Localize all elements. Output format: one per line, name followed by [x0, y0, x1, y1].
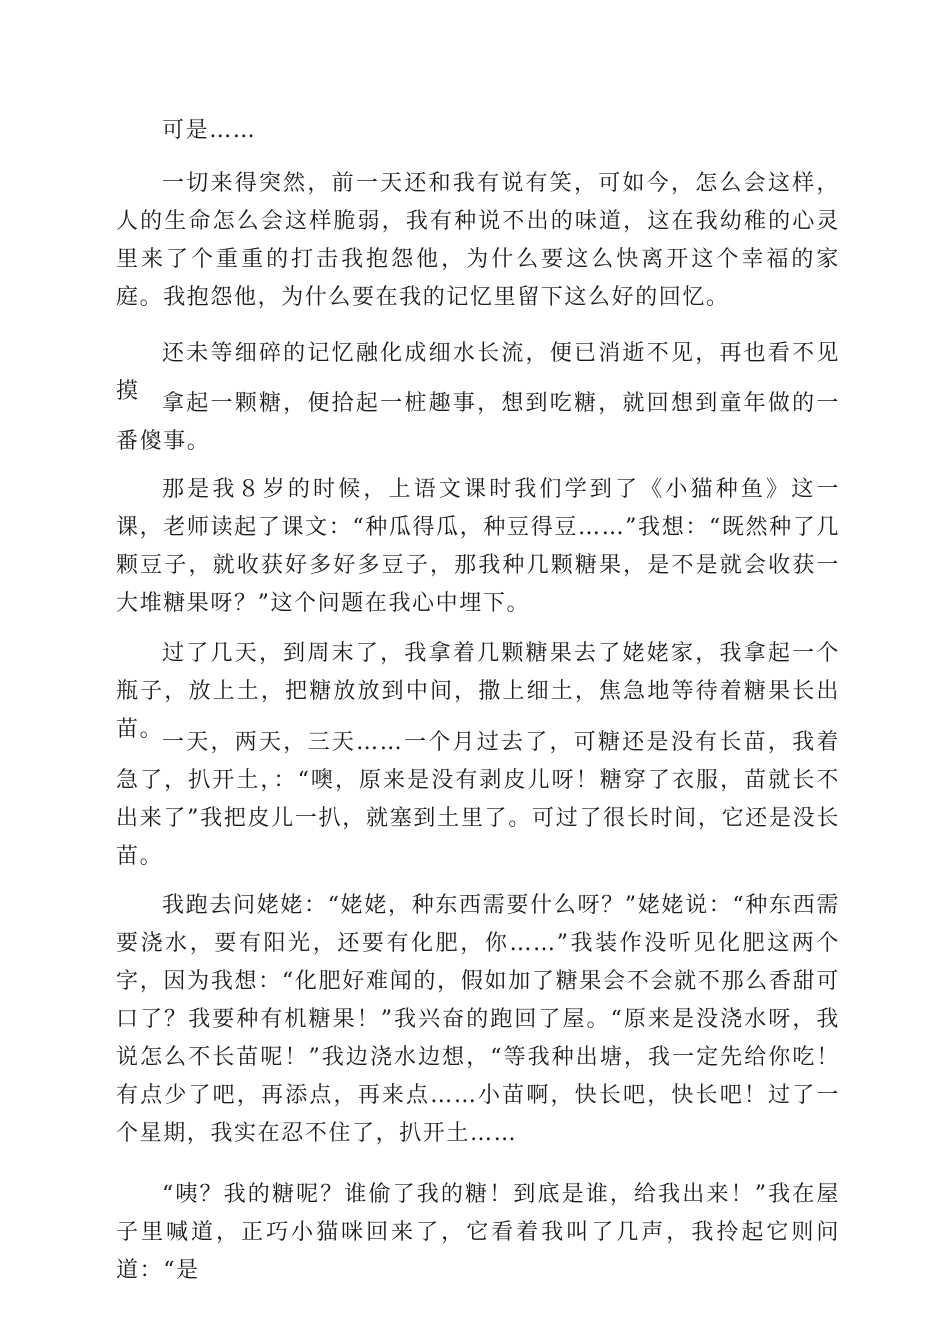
paragraph-6: 过了几天，到周末了，我拿着几颗糖果去了姥姥家，我拿起一个瓶子，放上土，把糖放放到中间，撒上细土，焦急地等待着糖果长出苗。	[116, 641, 840, 742]
paragraph-8: 我跑去问姥姥：“姥姥，种东西需要什么呀？”姥姥说：“种东西需要浇水，要有阳光，还要有化肥，你……”我装作没听见化肥这两个字，因为我想：“化肥好难闻的，假如加了糖果会不会就不那么香甜可口了？我要种有机糖果！”我兴奋的跑回了屋。“原来是没浇水呀，我说怎么不长苗呢！”我边浇水边想，“等我种出塘，我一定先给你吃！有点少了吧，再添点，再来点……小苗啊，快长吧，快长吧！过了一个星期，我实在忍不住了，扒开土……	[116, 893, 840, 1146]
paragraph-9: “咦？我的糖呢？谁偷了我的糖！到底是谁，给我出来！”我在屋子里喊道，正巧小猫咪回来了，它看着我叫了几声，我拎起它则问道：“是	[116, 1182, 840, 1283]
paragraph-3: 还未等细碎的记忆融化成细水长流，便已消逝不见，再也看不见摸	[116, 341, 840, 404]
paragraph-4: 拿起一颗糖，便拾起一桩趣事，想到吃糖，就回想到童年做的一番傻事。	[116, 391, 840, 454]
paragraph-5: 那是我８岁的时候，上语文课时我们学到了《小猫种鱼》这一课，老师读起了课文：“种瓜得瓜，种豆得豆……”我想：“既然种了几颗豆子，就收获好多好多豆子，那我种几颗糖果，是不是就会收获一大堆糖果呀？”这个问题在我心中埋下。	[116, 477, 840, 616]
paragraph-2: 一切来得突然，前一天还和我有说有笑，可如今，怎么会这样，人的生命怎么会这样脆弱，我有种说不出的味道，这在我幼稚的心灵里来了个重重的打击我抱怨他，为什么要这么快离开这个幸福的家庭。我抱怨他，为什么要在我的记忆里留下这么好的回忆。	[116, 171, 840, 310]
paragraph-1: 可是……	[162, 118, 257, 143]
paragraph-7: 一天，两天，三天……一个月过去了，可糖还是没有长苗，我着急了，扒开土，：“噢，原来是没有剥皮儿呀！糖穿了衣服，苗就长不出来了”我把皮儿一扒，就塞到土里了。可过了很长时间，它还是没长苗。	[116, 730, 840, 869]
